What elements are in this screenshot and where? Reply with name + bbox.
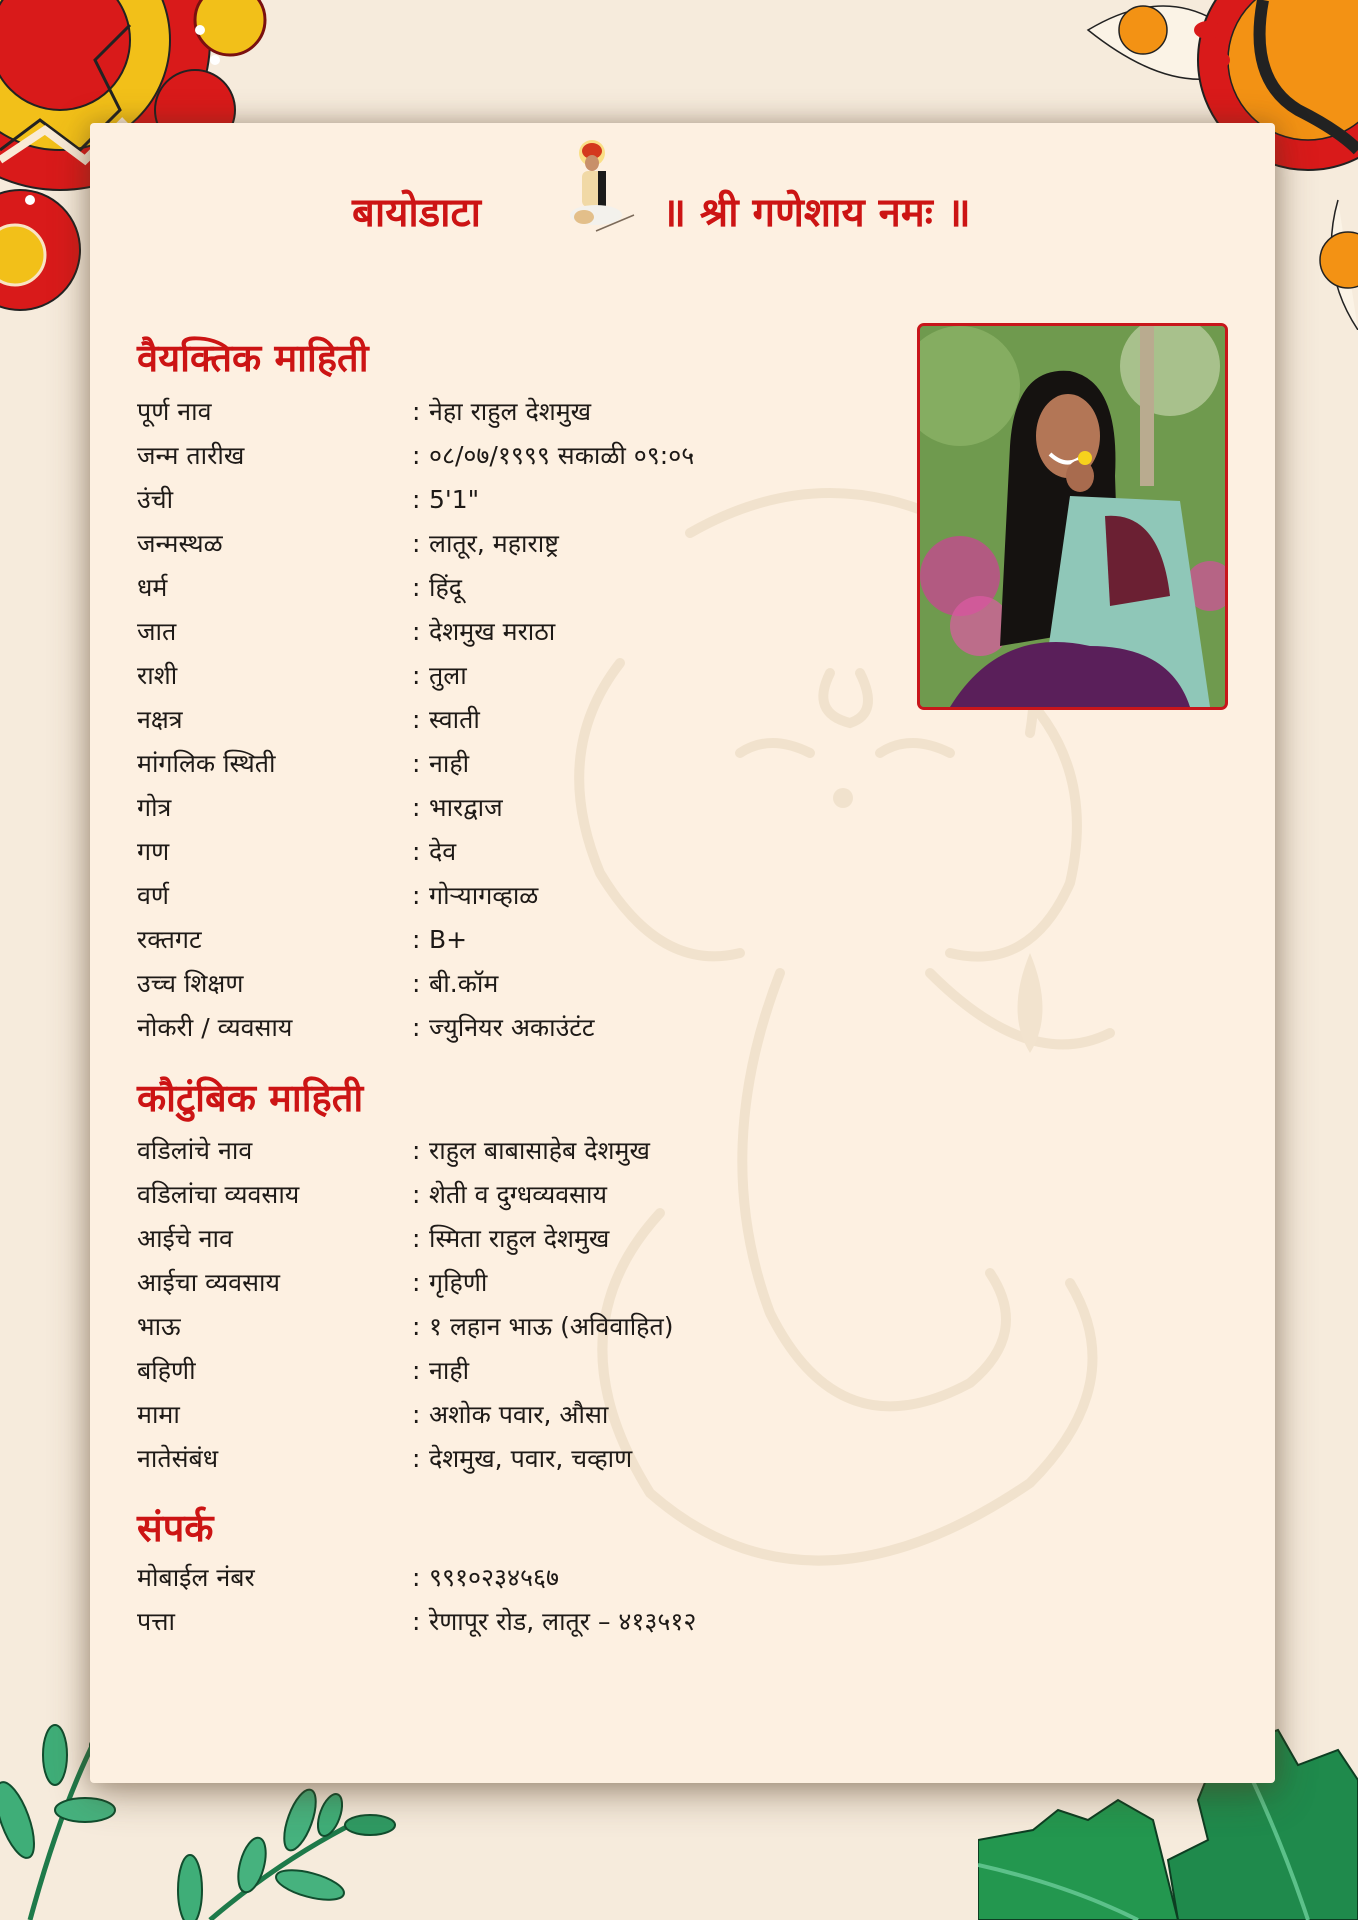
row-value: रेणापूर रोड, लातूर – ४१३५१२ <box>429 1607 697 1636</box>
row-separator: : <box>412 529 421 558</box>
info-row-birth-date <box>137 434 837 478</box>
row-value: बी.कॉम <box>429 969 499 998</box>
row-label: धर्म <box>137 573 168 602</box>
page-title: बायोडाटा <box>352 190 482 236</box>
row-value: ०८/०७/१९९९ सकाळी ०९:०५ <box>429 441 695 470</box>
row-separator: : <box>412 1607 421 1636</box>
row-label: पूर्ण नाव <box>137 397 212 426</box>
row-value: देव <box>429 837 457 866</box>
row-label: नातेसंबंध <box>137 1444 219 1473</box>
info-row-sisters <box>137 1349 837 1393</box>
info-row-relations <box>137 1437 837 1481</box>
row-separator: : <box>412 749 421 778</box>
info-row-blood-group <box>137 918 837 962</box>
info-row-rashi <box>137 654 837 698</box>
row-value: B+ <box>429 925 468 954</box>
invocation-title: ॥ श्री गणेशाय नमः ॥ <box>662 190 971 236</box>
saint-seated-figure-icon <box>560 139 642 241</box>
info-row-brother <box>137 1305 837 1349</box>
info-row-full-name <box>137 390 837 434</box>
row-separator: : <box>412 1400 421 1429</box>
row-label: मोबाईल नंबर <box>137 1563 255 1592</box>
row-label: रक्तगट <box>137 925 202 954</box>
row-label: पत्ता <box>137 1607 175 1636</box>
info-row-gan <box>137 830 837 874</box>
row-label: जात <box>137 617 177 646</box>
row-separator: : <box>412 1563 421 1592</box>
row-value: लातूर, महाराष्ट्र <box>429 529 559 558</box>
row-value: नाही <box>429 1356 470 1385</box>
row-label: राशी <box>137 661 178 690</box>
row-label: भाऊ <box>137 1312 181 1341</box>
info-row-height <box>137 478 837 522</box>
row-value: तुला <box>429 661 467 690</box>
info-row-nakshatra <box>137 698 837 742</box>
info-row-occupation <box>137 1006 837 1050</box>
info-row-mother-name <box>137 1217 837 1261</box>
row-separator: : <box>412 1444 421 1473</box>
row-value: हिंदू <box>429 573 463 602</box>
row-separator: : <box>412 793 421 822</box>
info-row-maternal-uncle <box>137 1393 837 1437</box>
row-separator: : <box>412 837 421 866</box>
row-label: मामा <box>137 1400 180 1429</box>
info-row-caste <box>137 610 837 654</box>
row-label: नक्षत्र <box>137 705 183 734</box>
row-separator: : <box>412 881 421 910</box>
row-value: गृहिणी <box>429 1268 488 1297</box>
row-value: ९९१०२३४५६७ <box>429 1563 560 1592</box>
row-label: उच्च शिक्षण <box>137 969 244 998</box>
row-value: देशमुख, पवार, चव्हाण <box>429 1444 633 1473</box>
info-row-complexion <box>137 874 837 918</box>
row-separator: : <box>412 1312 421 1341</box>
info-row-birth-place <box>137 522 837 566</box>
info-row-religion <box>137 566 837 610</box>
row-value: स्मिता राहुल देशमुख <box>429 1224 610 1253</box>
person-photo-icon <box>920 326 1225 707</box>
row-value: नेहा राहुल देशमुख <box>429 397 592 426</box>
profile-photo <box>917 323 1228 710</box>
row-label: उंची <box>137 485 174 514</box>
row-separator: : <box>412 1224 421 1253</box>
row-label: जन्म तारीख <box>137 441 245 470</box>
row-value: 5'1" <box>429 485 480 514</box>
row-separator: : <box>412 617 421 646</box>
row-separator: : <box>412 573 421 602</box>
row-value: नाही <box>429 749 470 778</box>
row-value: शेती व दुग्धव्यवसाय <box>429 1180 608 1209</box>
row-separator: : <box>412 441 421 470</box>
row-label: वडिलांचा व्यवसाय <box>137 1180 300 1209</box>
row-separator: : <box>412 969 421 998</box>
row-separator: : <box>412 925 421 954</box>
row-separator: : <box>412 397 421 426</box>
row-value: देशमुख मराठा <box>429 617 556 646</box>
info-row-education <box>137 962 837 1006</box>
info-row-father-occupation <box>137 1173 837 1217</box>
row-value: गोऱ्यागव्हाळ <box>429 881 539 910</box>
row-separator: : <box>412 661 421 690</box>
section-title-family: कौटुंबिक माहिती <box>137 1076 364 1120</box>
row-separator: : <box>412 1013 421 1042</box>
row-label: आईचे नाव <box>137 1224 233 1253</box>
row-value: राहुल बाबासाहेब देशमुख <box>429 1136 650 1165</box>
row-value: स्वाती <box>429 705 480 734</box>
info-row-gotra <box>137 786 837 830</box>
row-separator: : <box>412 485 421 514</box>
row-label: मांगलिक स्थिती <box>137 749 276 778</box>
info-row-mother-occupation <box>137 1261 837 1305</box>
row-label: जन्मस्थळ <box>137 529 223 558</box>
row-separator: : <box>412 1268 421 1297</box>
row-label: आईचा व्यवसाय <box>137 1268 280 1297</box>
row-label: नोकरी / व्यवसाय <box>137 1013 293 1042</box>
row-value: १ लहान भाऊ (अविवाहित) <box>429 1312 674 1341</box>
row-separator: : <box>412 1180 421 1209</box>
row-value: ज्युनियर अकाउंटंट <box>429 1013 595 1042</box>
row-label: वडिलांचे नाव <box>137 1136 253 1165</box>
row-separator: : <box>412 705 421 734</box>
section-title-personal: वैयक्तिक माहिती <box>137 336 369 380</box>
row-label: वर्ण <box>137 881 169 910</box>
row-label: गण <box>137 837 170 866</box>
row-value: अशोक पवार, औसा <box>429 1400 609 1429</box>
row-separator: : <box>412 1136 421 1165</box>
row-label: गोत्र <box>137 793 172 822</box>
info-row-mobile <box>137 1556 837 1600</box>
info-row-manglik <box>137 742 837 786</box>
info-row-father-name <box>137 1129 837 1173</box>
biodata-card <box>90 123 1275 1783</box>
row-label: बहिणी <box>137 1356 196 1385</box>
row-value: भारद्वाज <box>429 793 503 822</box>
row-separator: : <box>412 1356 421 1385</box>
section-title-contact: संपर्क <box>137 1506 214 1550</box>
info-row-address <box>137 1600 837 1644</box>
